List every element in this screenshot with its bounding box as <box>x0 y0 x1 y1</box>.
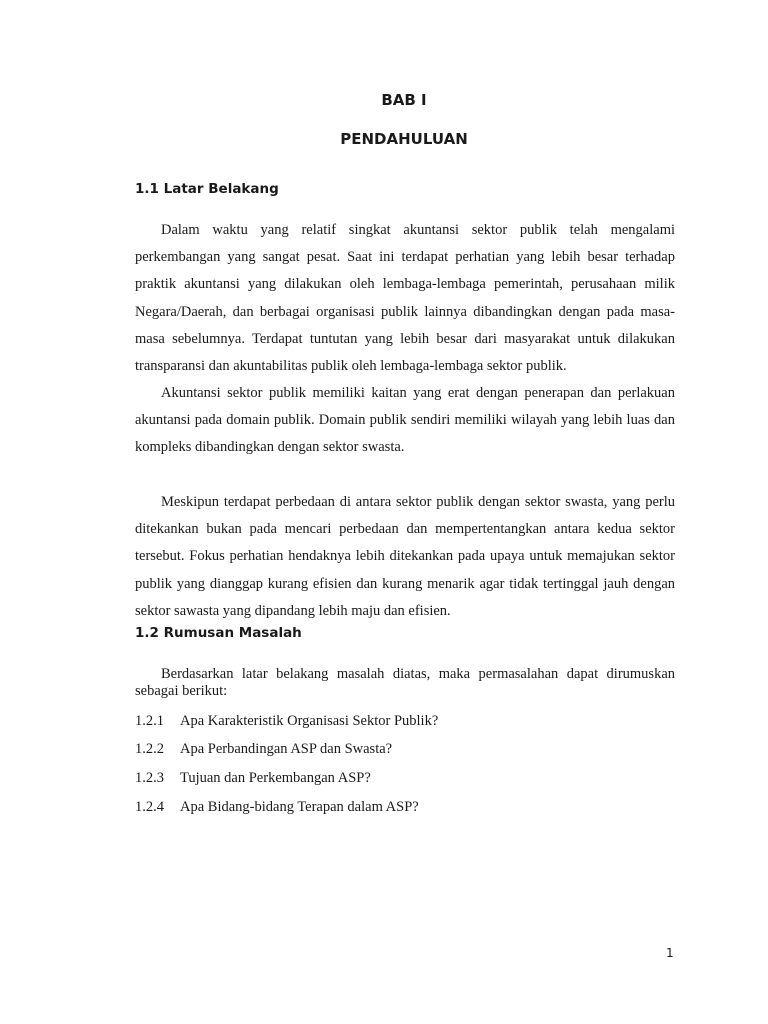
list-item-number: 1.2.2 <box>135 741 164 757</box>
list-item-number: 1.2.3 <box>135 770 164 786</box>
list-item-number: 1.2.4 <box>135 799 164 815</box>
list-item-text: Apa Karakteristik Organisasi Sektor Publik? <box>180 713 439 729</box>
list-item-text: Apa Perbandingan ASP dan Swasta? <box>180 741 393 757</box>
list-item <box>135 769 371 787</box>
list-item-number: 1.2.1 <box>135 713 164 729</box>
chapter-title: PENDAHULUAN <box>340 130 468 148</box>
list-item <box>135 798 419 816</box>
chapter-number: BAB I <box>381 91 427 109</box>
list-item <box>135 712 438 730</box>
paragraph-latar-belakang-3: Meskipun terdapat perbedaan di antara sektor publik dengan sektor swasta, yang perlu ditekankan bukan pada mencari perbedaan dan mempertentangkan antara kedua sektor tersebut. Fokus perhatian hendaknya lebih ditekankan pada upaya untuk memajukan sektor publik yang dianggap kurang efisien dan kurang menarik agar tidak tertinggal jauh dengan sektor sawasta yang dipandang lebih maju dan efisien. <box>135 494 675 619</box>
paragraph-rumusan-intro: Berdasarkan latar belakang masalah diatas, maka permasalahan dapat dirumuskan sebagai berikut: <box>135 666 675 699</box>
list-item-text: Tujuan dan Perkembangan ASP? <box>180 770 371 786</box>
paragraph-latar-belakang-1: Dalam waktu yang relatif singkat akuntansi sektor publik telah mengalami perkembangan yang sangat pesat. Saat ini terdapat perhatian yang lebih besar terhadap praktik akuntansi yang dilakukan oleh lembaga-lembaga pemerintah, perusahaan milik Negara/Daerah, dan berbagai organisasi publik lainnya dibandingkan dengan pada masa-masa sebelumnya. Terdapat tuntutan yang lebih besar dari masyarakat untuk dilakukan transparansi dan akuntabilitas publik oleh lembaga-lembaga sektor publik. <box>135 222 675 375</box>
list-item <box>135 740 392 758</box>
section-heading-latar-belakang: 1.1 Latar Belakang <box>135 181 279 197</box>
section-heading-rumusan-masalah: 1.2 Rumusan Masalah <box>135 625 302 641</box>
page-number: 1 <box>666 946 674 960</box>
paragraph-latar-belakang-2: Akuntansi sektor publik memiliki kaitan yang erat dengan penerapan dan perlakuan akuntansi pada domain publik. Domain publik sendiri memiliki wilayah yang lebih luas dan kompleks dibandingkan dengan sektor swasta. <box>135 385 675 456</box>
list-item-text: Apa Bidang-bidang Terapan dalam ASP? <box>180 799 419 815</box>
